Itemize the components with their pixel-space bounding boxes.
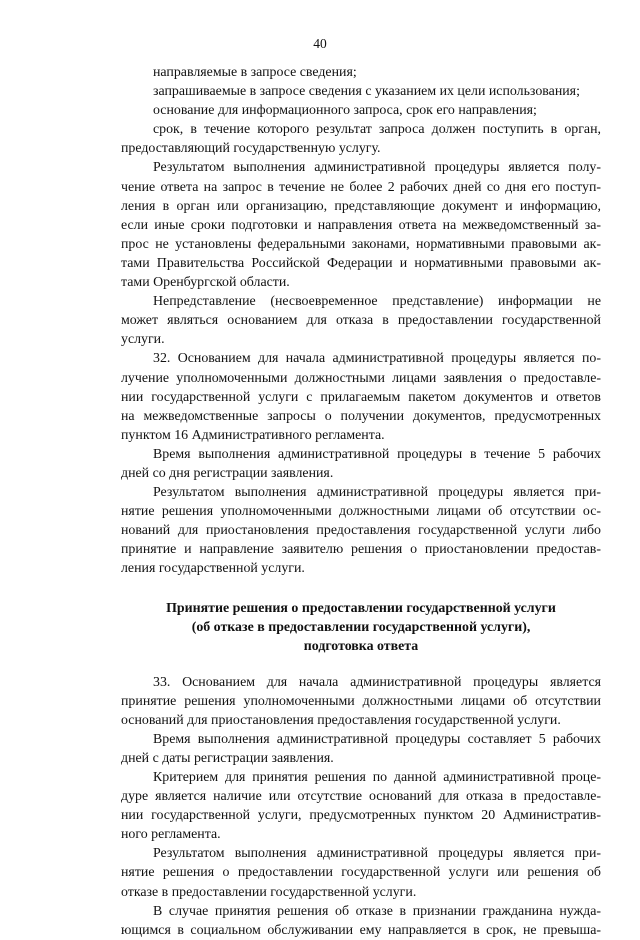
text-line: принятие и направление заявителю решения о приостановлении предостав- bbox=[121, 542, 601, 558]
text-line: срок, в течение которого результат запроса должен поступить в орган, bbox=[153, 122, 601, 138]
section-heading bbox=[121, 599, 601, 656]
text-line: может являться основанием для отказа в предоставлении государственной bbox=[121, 313, 601, 329]
text-line: 33. Основанием для начала административной процедуры является bbox=[153, 674, 601, 690]
text-line: основание для информационного запроса, срок его направления; bbox=[153, 103, 537, 119]
text-line: ления государственной услуги. bbox=[121, 561, 305, 577]
heading-line-1: Принятие решения о предоставлении государственной услуги bbox=[166, 600, 556, 616]
text-line: тами Оренбургской области. bbox=[121, 275, 290, 291]
text-line: оснований для приостановления предоставления государственной услуги. bbox=[121, 712, 561, 728]
text-line: предоставляющий государственную услугу. bbox=[121, 141, 381, 157]
paragraph bbox=[121, 445, 601, 483]
heading-line-3: подготовка ответа bbox=[303, 638, 419, 654]
text-line: Результатом выполнения административной процедуры является полу- bbox=[153, 160, 601, 176]
paragraph bbox=[121, 349, 601, 444]
text-line: направляемые в запросе сведения; bbox=[153, 65, 357, 80]
text-line: тами Правительства Российской Федерации и нормативными правовыми ак- bbox=[121, 255, 601, 271]
text-line: услуги. bbox=[121, 332, 165, 348]
text-line: Критерием для принятия решения по данной административной проце- bbox=[153, 770, 601, 785]
text-line: если иные сроки подготовки и направления ответа на межведомственный за- bbox=[121, 217, 601, 233]
text-line: нятие решения уполномоченными должностными лицами об отсутствии ос- bbox=[121, 504, 601, 520]
text-line: дней с даты регистрации заявления. bbox=[121, 750, 334, 766]
text-line: запрашиваемые в запросе сведения с указанием их цели использования; bbox=[153, 84, 580, 100]
text-line: нятие решения о предоставлении государственной услуги или решения об bbox=[121, 865, 601, 881]
text-line: отказе в предоставлении государственной услуги. bbox=[121, 884, 417, 900]
text-line: В случае принятия решения об отказе в признании гражданина нужда- bbox=[153, 903, 601, 919]
document-body bbox=[121, 63, 601, 940]
text-line: чение ответа на запрос в течение не более 2 рабочих дней со дня его поступ- bbox=[121, 179, 601, 195]
text-line: Непредставление (несвоевременное представление) информации не bbox=[153, 294, 601, 310]
text-line: принятие решения уполномоченными должностными лицами об отсутствии bbox=[121, 693, 601, 709]
paragraph bbox=[121, 730, 601, 768]
paragraph bbox=[121, 101, 601, 120]
page-number: 40 bbox=[313, 36, 327, 51]
paragraph bbox=[121, 82, 601, 101]
text-line: прос не установлены федеральными законами, нормативными правовыми ак- bbox=[121, 236, 601, 252]
text-line: 32. Основанием для начала административной процедуры является по- bbox=[153, 351, 601, 367]
paragraph bbox=[121, 120, 601, 158]
paragraph bbox=[121, 768, 601, 844]
text-line: Результатом выполнения административной процедуры является при- bbox=[153, 485, 601, 501]
heading-line-2: (об отказе в предоставлении государственной услуги), bbox=[191, 619, 531, 635]
text-line: пунктом 16 Административного регламента. bbox=[121, 427, 385, 443]
paragraph bbox=[121, 292, 601, 349]
text-section-after-heading bbox=[121, 673, 601, 940]
paragraph bbox=[121, 902, 601, 940]
text-section-before-heading bbox=[121, 63, 601, 579]
text-line: дуре является наличие или отсутствие оснований для отказа в предоставле- bbox=[121, 789, 601, 805]
text-line: ления в орган или организацию, представляющие документ и информацию, bbox=[121, 198, 601, 214]
paragraph bbox=[121, 158, 601, 292]
text-line: ного регламента. bbox=[121, 827, 221, 843]
text-line: дней со дня регистрации заявления. bbox=[121, 465, 334, 481]
text-line: на межведомственные запросы о получении документов, предусмотренных bbox=[121, 408, 601, 424]
text-line: Время выполнения административной процедуры в течение 5 рабочих bbox=[153, 446, 601, 462]
text-line: нии государственной услуги, предусмотренных пунктом 20 Административ- bbox=[121, 808, 601, 824]
paragraph bbox=[121, 673, 601, 730]
paragraph bbox=[121, 483, 601, 578]
text-line: ющимся в социальном обслуживании ему направляется в срок, не превыша- bbox=[121, 922, 601, 938]
text-line: Время выполнения административной процедуры составляет 5 рабочих bbox=[153, 731, 601, 747]
text-line: лучение уполномоченными должностными лицами заявления о предоставле- bbox=[121, 370, 601, 386]
text-line: нии государственной услуги с прилагаемым пакетом документов и ответов bbox=[121, 389, 601, 405]
paragraph bbox=[121, 844, 601, 901]
text-line: нований для приостановления предоставления государственной услуги либо bbox=[121, 523, 601, 539]
paragraph bbox=[121, 63, 601, 82]
text-line: Результатом выполнения административной процедуры является при- bbox=[153, 846, 601, 862]
